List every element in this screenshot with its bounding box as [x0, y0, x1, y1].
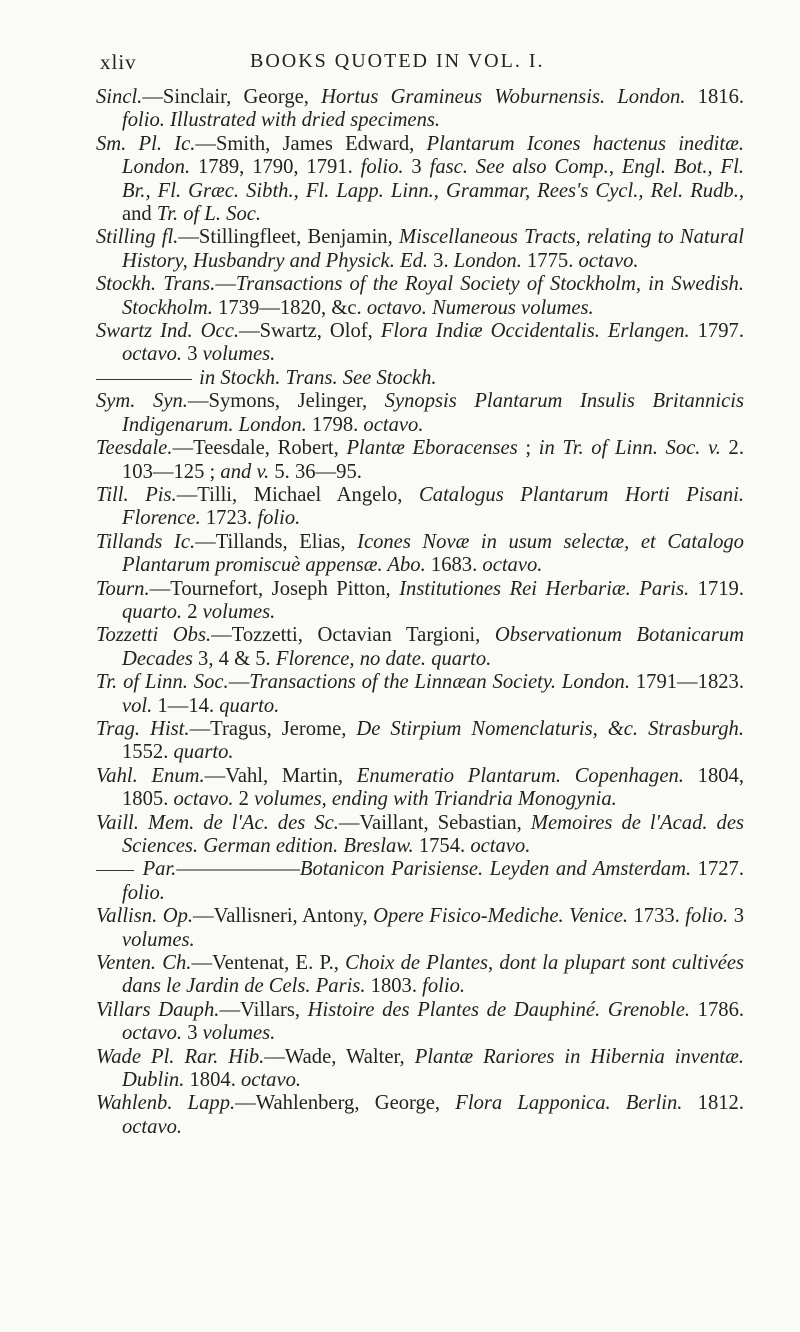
- entry-abbreviation: Sincl.: [96, 86, 143, 108]
- entry-abbreviation: Trag. Hist.: [96, 717, 190, 740]
- entry-separator: —: [204, 764, 226, 787]
- ditto-dash: ——————: [176, 858, 300, 881]
- entry-text: 2: [233, 788, 255, 811]
- entry-text: folio. Illustrated with dried specimens.: [122, 109, 441, 132]
- entry-text: octavo.: [122, 343, 183, 366]
- entry-text: Symons, Jelinger,: [208, 390, 385, 413]
- entry-text: and: [122, 203, 157, 226]
- entry-text: 1797.: [689, 320, 744, 343]
- entry-separator: —: [176, 483, 198, 506]
- page-title: BOOKS QUOTED IN VOL. I.: [250, 50, 545, 72]
- entry-text: 5. 36—95.: [269, 460, 362, 483]
- entry-text: octavo. Numerous volumes.: [366, 296, 594, 319]
- entry-text: Ventenat, E. P.,: [212, 952, 346, 975]
- ditto-rule: [96, 870, 134, 871]
- entry-separator: —: [142, 86, 163, 108]
- entry-text: Hortus Gramineus Woburnensis. London.: [321, 86, 686, 108]
- entry-text: 1723.: [200, 507, 258, 530]
- entry-separator: —: [215, 273, 236, 296]
- entry-text: 1803.: [365, 975, 423, 998]
- bibliography-entry: [96, 952, 744, 999]
- entry-separator: —: [149, 577, 171, 600]
- entry-text: Swartz, Olof,: [259, 320, 381, 343]
- entry-text: 1816.: [685, 86, 745, 108]
- entry-text: octavo.: [470, 835, 531, 857]
- bibliography-entry: [96, 86, 744, 133]
- entry-abbreviation: Venten. Ch.: [96, 952, 192, 975]
- entry-separator: —: [338, 811, 360, 834]
- entry-text: 1739—1820, &c.: [212, 296, 367, 319]
- entry-text: Plantæ Eboracenses: [346, 437, 518, 460]
- entry-abbreviation: Swartz Ind. Occ.: [96, 320, 239, 343]
- entry-abbreviation: Sym. Syn.: [96, 390, 188, 413]
- entry-text: octavo.: [578, 249, 639, 272]
- entry-abbreviation: Sm. Pl. Ic.: [96, 132, 196, 155]
- entry-text: octavo.: [122, 1022, 183, 1045]
- entry-text: Icones Novæ in usum selectæ, et Catalogo Plantarum promiscuè appensæ. Abo.: [122, 530, 744, 577]
- entry-text: 2. 103—125 ;: [122, 437, 744, 483]
- bibliography-entry: [96, 133, 744, 227]
- entry-text: vol.: [122, 694, 153, 717]
- entry-text: Stillingfleet, Benjamin,: [198, 226, 399, 249]
- entry-separator: —: [228, 671, 250, 694]
- entry-separator: —: [172, 437, 194, 460]
- bibliography-entry: [96, 367, 744, 390]
- entry-abbreviation: Vahl. Enum.: [96, 764, 205, 787]
- entry-text: folio.: [122, 881, 165, 904]
- bibliography-entry: [96, 390, 744, 437]
- entry-text: volumes.: [202, 343, 276, 366]
- entry-text: Catalogus Plantarum Horti Pisani. Florence.: [122, 483, 744, 530]
- page-number: xliv: [100, 50, 137, 74]
- entry-text: 1791—1823.: [629, 671, 744, 694]
- entry-text: octavo.: [241, 1069, 302, 1092]
- entry-text: and v.: [220, 460, 270, 483]
- entry-text: quarto.: [173, 741, 234, 764]
- entry-text: Miscellaneous Tracts, relating to Natural History, Husbandry and Physick. Ed.: [122, 226, 744, 272]
- bibliography-entry: [96, 858, 744, 905]
- bibliography-entry: [96, 320, 744, 367]
- entry-text: volumes.: [202, 1022, 276, 1045]
- entry-separator: —: [193, 905, 214, 928]
- entry-separator: —: [195, 132, 216, 155]
- entry-text: Vaillant, Sebastian,: [359, 811, 531, 834]
- entry-text: 3.: [428, 249, 454, 272]
- entry-text: Memoires de l'Acad. des Sciences. German edition. Breslaw.: [122, 811, 745, 857]
- entry-separator: —: [191, 952, 213, 975]
- bibliography-entry: [96, 484, 744, 531]
- bibliography-entry: [96, 999, 744, 1046]
- bibliography-entry: [96, 1046, 744, 1093]
- entry-text: Choix de Plantes, dont la plupart sont cultivées dans le Jardin de Cels. Paris.: [122, 952, 745, 998]
- entry-separator: —: [189, 717, 211, 740]
- entry-text: octavo.: [482, 554, 543, 577]
- bibliography-list: [96, 86, 744, 1139]
- entry-text: fasc. See also Comp., Engl. Bot., Fl. Br., Fl. Græc. Sibth., Fl. Lapp. Linn., Grammar, Rees's Cycl., Rel. Rudb.,: [122, 156, 744, 202]
- entry-text: London.: [453, 249, 522, 272]
- entry-text: Synopsis Plantarum Insulis Britannicis Indigenarum. London.: [122, 390, 744, 436]
- entry-abbreviation: Vaill. Mem. de l'Ac. des Sc.: [96, 811, 339, 834]
- entry-text: Histoire des Plantes de Dauphiné. Grenoble.: [307, 998, 690, 1021]
- entry-text: octavo.: [173, 788, 234, 811]
- entry-separator: —: [195, 530, 216, 553]
- bibliography-entry: [96, 718, 744, 765]
- entry-separator: —: [187, 390, 209, 413]
- entry-text: 1812.: [682, 1092, 745, 1115]
- entry-separator: —: [178, 226, 199, 249]
- entry-text: 1754.: [413, 835, 471, 857]
- entry-abbreviation: Tourn.: [96, 577, 150, 600]
- bibliography-entry: [96, 226, 744, 273]
- entry-text: 2: [182, 600, 203, 623]
- entry-text: in Stockh. Trans. See Stockh.: [199, 366, 437, 389]
- entry-text: Tr. of L. Soc.: [156, 203, 262, 226]
- entry-text: 1719.: [689, 577, 745, 600]
- entry-abbreviation: Wahlenb. Lapp.: [96, 1092, 236, 1115]
- entry-abbreviation: Villars Dauph.: [96, 998, 220, 1021]
- bibliography-entry: [96, 531, 744, 578]
- entry-text: 1786.: [690, 998, 745, 1021]
- entry-text: Opere Fisico-Mediche. Venice.: [373, 905, 628, 928]
- entry-text: Flora Lapponica. Berlin.: [455, 1092, 683, 1115]
- entry-text: Sinclair, George,: [162, 86, 322, 108]
- entry-text: Villars,: [240, 998, 308, 1021]
- entry-text: Tillands, Elias,: [215, 530, 358, 553]
- entry-text: 3: [182, 343, 203, 366]
- entry-text: 1775.: [521, 249, 579, 272]
- bibliography-entry: [96, 1092, 744, 1139]
- entry-abbreviation: Stockh. Trans.: [96, 273, 216, 296]
- entry-text: Vallisneri, Antony,: [213, 905, 374, 928]
- bibliography-entry: [96, 437, 744, 484]
- entry-text: Tilli, Michael Angelo,: [197, 483, 420, 506]
- entry-text: Smith, James Edward,: [215, 132, 427, 155]
- entry-text: octavo.: [122, 1115, 183, 1138]
- entry-text: 3, 4 & 5.: [192, 647, 276, 670]
- entry-text: 1552.: [122, 741, 174, 764]
- entry-abbreviation: Tillands Ic.: [96, 530, 196, 553]
- entry-text: 1789, 1790, 1791.: [190, 156, 361, 179]
- entry-separator: —: [235, 1092, 256, 1115]
- entry-text: 1798.: [306, 413, 364, 436]
- entry-text: folio.: [360, 156, 404, 179]
- entry-abbreviation: Till. Pis.: [96, 483, 177, 506]
- entry-abbreviation: Teesdale.: [96, 437, 173, 460]
- entry-text: Institutiones Rei Herbariæ. Paris.: [399, 577, 690, 600]
- entry-text: Flora Indiæ Occidentalis. Erlangen.: [380, 320, 690, 343]
- entry-text: 1804.: [184, 1069, 241, 1092]
- entry-text: Florence, no date. quarto.: [275, 647, 492, 670]
- entry-separator: —: [264, 1045, 285, 1068]
- entry-text: 3: [403, 156, 430, 179]
- entry-text: Transactions of the Linnæan Society. London.: [249, 671, 630, 694]
- entry-text: Tournefort, Joseph Pitton,: [170, 577, 400, 600]
- entry-text: Tozzetti, Octavian Targioni,: [231, 624, 495, 647]
- entry-text: Plantæ Rariores in Hibernia inventæ. Dublin.: [122, 1045, 744, 1092]
- entry-text: Teesdale, Robert,: [193, 437, 347, 460]
- entry-separator: —: [211, 624, 232, 647]
- entry-abbreviation: Tr. of Linn. Soc.: [96, 671, 229, 694]
- entry-text: ;: [517, 437, 539, 460]
- entry-text: Botanicon Parisiense. Leyden and Amsterdam.: [299, 858, 692, 881]
- ditto-rule: [96, 379, 192, 380]
- entry-text: 1—14.: [152, 694, 220, 717]
- entry-text: 3: [182, 1022, 203, 1045]
- bibliography-entry: [96, 624, 744, 671]
- entry-abbreviation: Vallisn. Op.: [96, 905, 194, 928]
- entry-text: 3: [728, 905, 744, 928]
- bibliography-entry: [96, 578, 744, 625]
- entry-abbreviation: Wade Pl. Rar. Hib.: [96, 1045, 265, 1068]
- entry-text: Plantarum Icones hactenus ineditæ. London.: [122, 132, 744, 179]
- entry-text: Enumeratio Plantarum. Copenhagen.: [356, 764, 684, 787]
- entry-text: Wahlenberg, George,: [255, 1092, 456, 1115]
- entry-abbreviation: Stilling fl.: [96, 226, 179, 249]
- entry-text: Transactions of the Royal Society of Stockholm, in Swedish. Stockholm.: [122, 273, 744, 319]
- entry-text: Observationum Botanicarum Decades: [122, 624, 744, 670]
- entry-text: folio.: [422, 975, 466, 998]
- entry-text: Tragus, Jerome,: [210, 717, 357, 740]
- entry-text: 1804, 1805.: [122, 764, 744, 811]
- entry-text: quarto.: [219, 694, 280, 717]
- entry-abbreviation: Tozzetti Obs.: [96, 624, 212, 647]
- entry-text: 1733.: [628, 905, 686, 928]
- entry-separator: —: [238, 320, 260, 343]
- entry-text: octavo.: [363, 413, 424, 436]
- entry-text: Vahl, Martin,: [225, 764, 357, 787]
- bibliography-entry: [96, 671, 744, 718]
- entry-text: 1727.: [691, 858, 744, 881]
- entry-text: De Stirpium Nomenclaturis, &c. Strasburgh.: [356, 717, 744, 740]
- bibliography-entry: [96, 812, 744, 859]
- entry-text: quarto.: [122, 600, 183, 623]
- entry-text: 1683.: [425, 554, 483, 577]
- running-head: [100, 50, 740, 80]
- entry-text: folio.: [257, 507, 301, 530]
- bibliography-entry: [96, 765, 744, 812]
- entry-text: folio.: [685, 905, 729, 928]
- entry-text: in Tr. of Linn. Soc. v.: [538, 437, 721, 460]
- entry-separator: —: [219, 998, 241, 1021]
- entry-text: Wade, Walter,: [284, 1045, 415, 1068]
- entry-text: volumes.: [202, 600, 276, 623]
- entry-text: volumes.: [122, 928, 195, 951]
- bibliography-entry: [96, 273, 744, 320]
- entry-text: volumes, ending with Triandria Monogynia.: [254, 788, 617, 811]
- entry-abbreviation: Par.: [142, 858, 177, 881]
- bibliography-entry: [96, 905, 744, 952]
